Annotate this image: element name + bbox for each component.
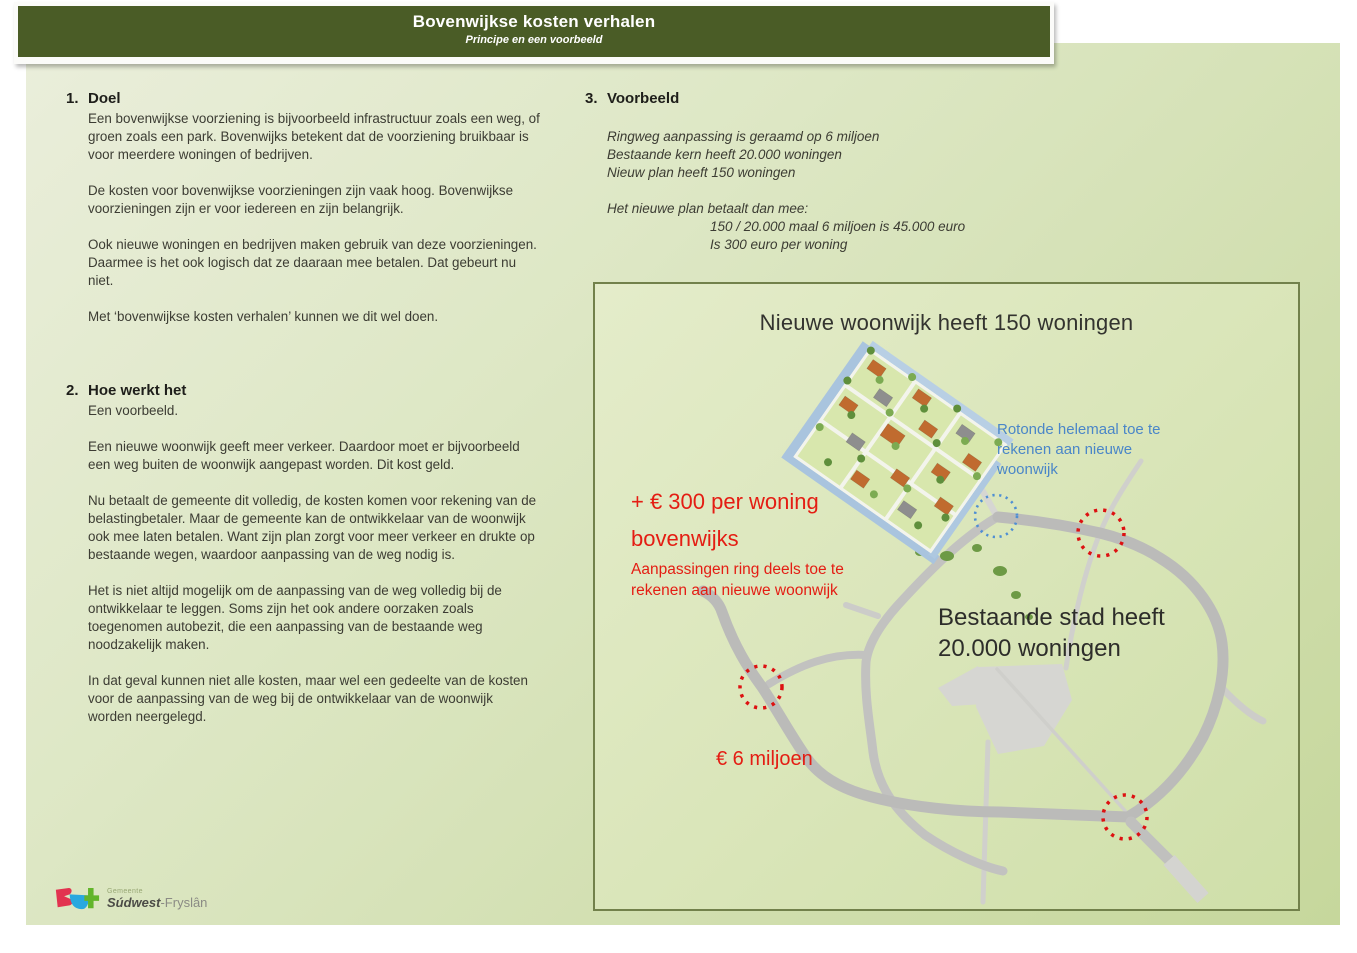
section-doel-heading — [66, 90, 540, 107]
annotation-line: rekenen aan nieuwe woonwijk — [631, 582, 838, 599]
annotation-line: Rotonde helemaal toe te — [997, 421, 1161, 438]
paragraph: Een nieuwe woonwijk geeft meer verkeer. Daardoor moet er bijvoorbeeld een weg buiten de woonwijk aangepast worden. Dit kost geld. — [88, 439, 520, 472]
page-title: Bovenwijkse kosten verhalen — [412, 12, 656, 31]
logo-mark-icon — [54, 884, 100, 914]
paragraph: Het is niet altijd mogelijk om de aanpassing van de weg volledig bij de ontwikkelaar te leggen. Soms zijn het ook andere oorzaken zoals toegenomen autobezit, die een aanpassing van de bestaande weg noodzakelijk maken. — [88, 583, 502, 652]
section-number: 3. — [585, 90, 598, 107]
section-voorbeeld — [585, 90, 965, 254]
paragraph: Ook nieuwe woningen en bedrijven maken gebruik van deze voorzieningen. Daarmee is het ook logisch dat ze daaraan mee betalen. Dat gebeurt nu niet. — [88, 237, 537, 288]
paragraph: Een voorbeeld. — [88, 403, 179, 418]
rotonde-annotation — [997, 420, 1162, 480]
section-number: 1. — [66, 90, 79, 107]
annotation-line: bovenwijks — [631, 526, 739, 551]
paragraph: Met ‘bovenwijkse kosten verhalen’ kunnen we dit wel doen. — [88, 309, 439, 324]
annotation-line: Aanpassingen ring deels toe te — [631, 561, 844, 578]
calc-line: 150 / 20.000 maal 6 miljoen is 45.000 euro — [710, 219, 966, 234]
header-banner-inner — [18, 6, 1050, 57]
annotation-line: rekenen aan nieuwe — [997, 441, 1133, 458]
page-subtitle: Principe en een voorbeeld — [465, 34, 603, 46]
cost-annotation: € 6 miljoen — [716, 748, 813, 770]
section-hoe-werkt-het — [66, 382, 540, 744]
section-doel — [66, 90, 540, 344]
section-heading-label: Doel — [88, 90, 121, 107]
annotation-line: + € 300 per woning — [631, 489, 819, 514]
section-voorbeeld-heading — [585, 90, 965, 107]
calc-line: Is 300 euro per woning — [710, 237, 848, 252]
example-line: Nieuw plan heeft 150 woningen — [607, 165, 796, 180]
paragraph: Nu betaalt de gemeente dit volledig, de kosten komen voor rekening van de belastingbetaler. Maar de gemeente kan de ontwikkelaar van de woonwijk ook mee laten betalen. Want zijn plan zorgt voor meer verkeer en drukte op bestaande wegen, waardoor aanpassing van de weg nodig is. — [88, 493, 537, 562]
logo-org-small: Gemeente — [107, 888, 143, 895]
bestaande-stad-annotation — [938, 602, 1165, 664]
paragraph: In dat geval kunnen niet alle kosten, maar wel een gedeelte van de kosten voor de aanpassing van de weg bij de ontwikkelaar van de woonwijk worden neergelegd. — [88, 673, 528, 724]
paragraph: Een bovenwijkse voorziening is bijvoorbeeld infrastructuur zoals een weg, of groen zoals een park. Bovenwijks betekent dat de voorziening bruikbaar is voor meerdere woningen of bedrijven. — [88, 111, 540, 162]
ring-annotation — [631, 559, 844, 601]
section-heading-label: Voorbeeld — [607, 90, 680, 107]
per-woning-annotation — [631, 483, 819, 557]
header-banner — [14, 2, 1054, 64]
example-line: Ringweg aanpassing is geraamd op 6 miljoen — [607, 129, 880, 144]
logo-org-name: Súdwest-Fryslân — [107, 895, 208, 910]
annotation-line: woonwijk — [997, 461, 1058, 478]
annotation-line: 20.000 woningen — [938, 635, 1121, 662]
section-heading-label: Hoe werkt het — [88, 382, 187, 399]
example-line: Bestaande kern heeft 20.000 woningen — [607, 147, 842, 162]
logo-text — [107, 888, 207, 910]
section-number: 2. — [66, 382, 79, 399]
annotation-line: Bestaande stad heeft — [938, 604, 1165, 631]
paragraph: De kosten voor bovenwijkse voorzieningen zijn vaak hoog. Bovenwijkse voorzieningen zijn er voor iedereen en zijn belangrijk. — [88, 183, 514, 216]
calc-intro: Het nieuwe plan betaalt dan mee: — [607, 201, 809, 216]
example-map-panel — [593, 282, 1300, 911]
logo-sudwest-fryslan — [54, 884, 207, 914]
section-hoe-heading — [66, 382, 540, 399]
map-title: Nieuwe woonwijk heeft 150 woningen — [759, 310, 1134, 335]
